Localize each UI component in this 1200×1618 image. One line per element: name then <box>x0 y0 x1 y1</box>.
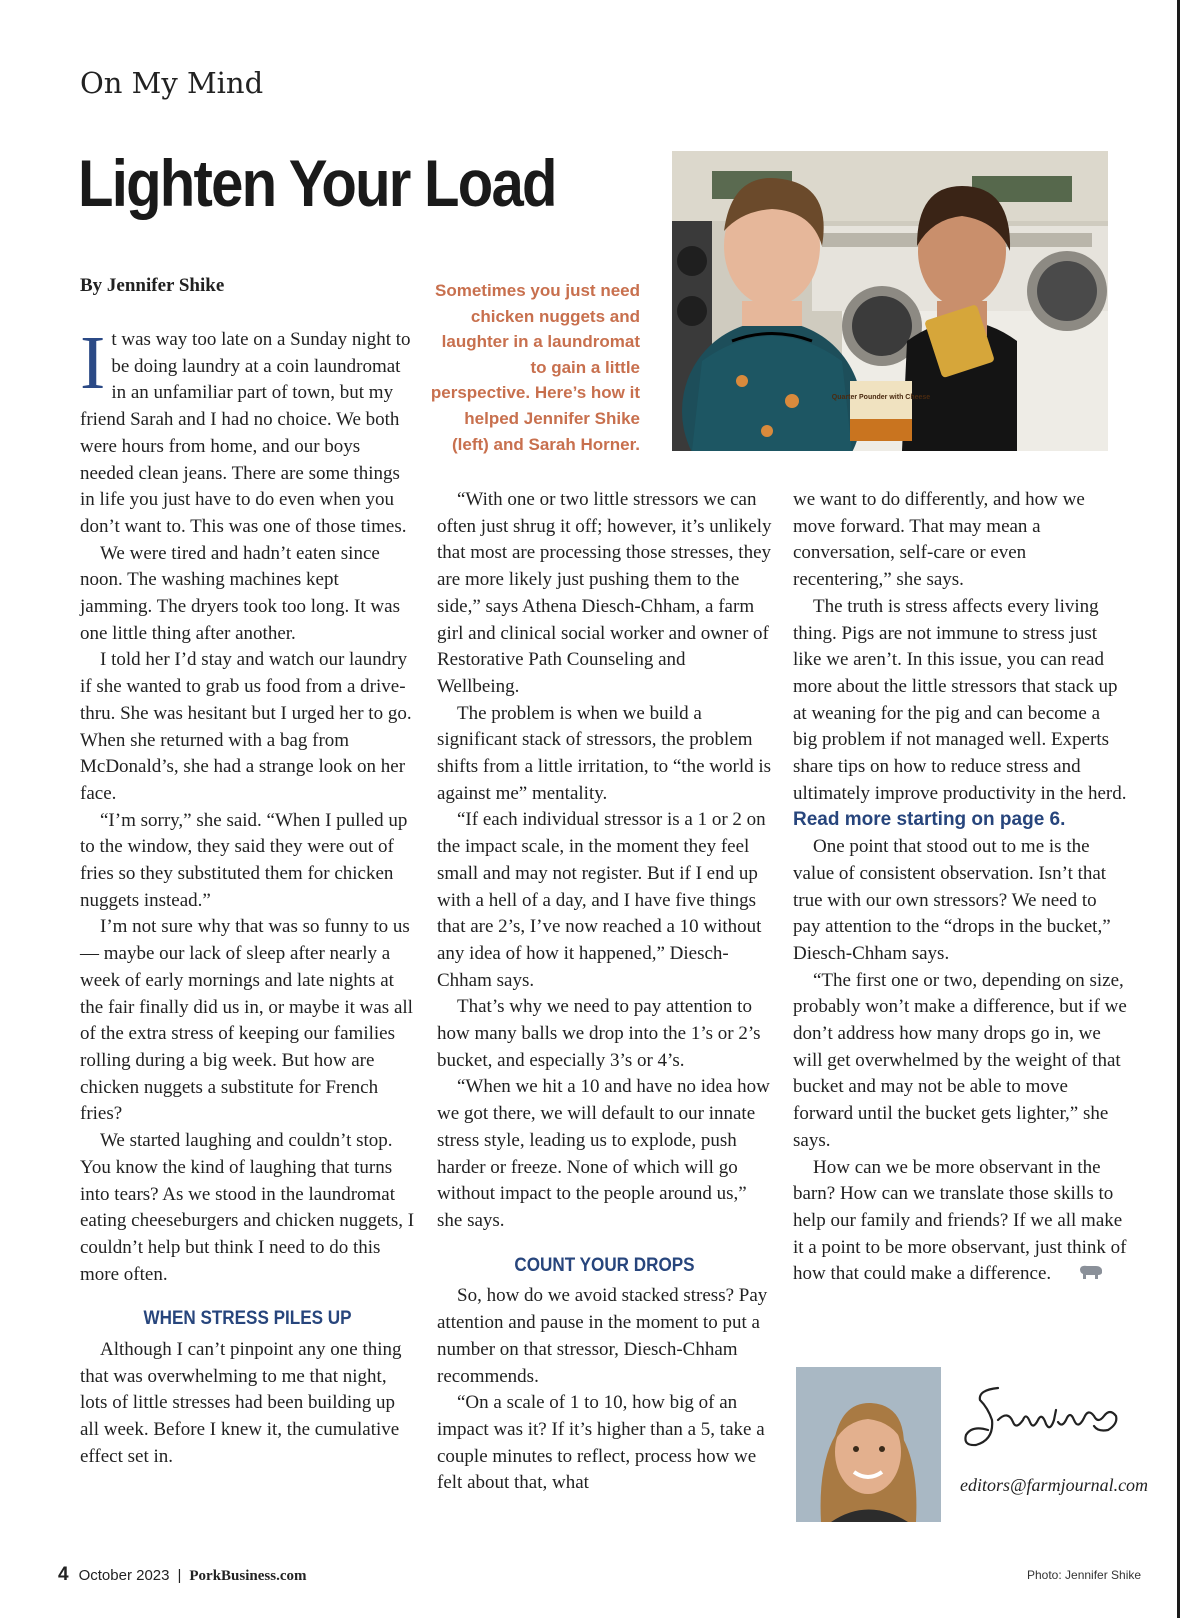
byline: By Jennifer Shike <box>80 275 225 296</box>
body-paragraph: “On a scale of 1 to 10, how big of an impact was it? If it’s higher than a 5, take a couple minutes to reflect, process how we felt about that, what <box>437 1392 765 1494</box>
body-paragraph: So, how do we avoid stacked stress? Pay attention and pause in the moment to put a number on that stressor, Diesch-Chham recommends. <box>437 1285 768 1387</box>
read-more-link[interactable]: Read more starting on page 6. <box>793 809 1066 831</box>
footer-separator: | <box>177 1567 182 1584</box>
laundromat-photo <box>672 151 1108 451</box>
photo-credit: Photo: Jennifer Shike <box>1027 1568 1142 1582</box>
editor-email[interactable]: editors@farmjournal.com <box>960 1475 1149 1495</box>
body-paragraph: We were tired and hadn’t eaten since noon. The washing machines kept jamming. The dryers took too long. It was one little thing after another. <box>80 542 400 644</box>
page-edge-rule <box>1177 0 1180 1618</box>
subhead-stress-piles: WHEN STRESS PILES UP <box>143 1308 352 1330</box>
site-name: PorkBusiness.com <box>189 1568 307 1584</box>
body-paragraph: “I’m sorry,” she said. “When I pulled up to the window, they said they were out of fries so they substituted them for chicken nuggets instead.” <box>80 809 408 911</box>
body-paragraph: “When we hit a 10 and have no idea how we got there, we will default to our innate stress style, leading us to explode, push harder or freeze. None of which will go without impact to the people around us,” she says. <box>437 1076 770 1231</box>
column-2 <box>437 487 772 1497</box>
body-paragraph: I told her I’d stay and watch our laundry if she wanted to grab us food from a drive-thru. She was hesitant but I urged her to go. When she returned with a bag from McDonald’s, she had a strange look on her face. <box>80 649 412 804</box>
photo-caption-pullquote: Sometimes you just need chicken nuggets and laughter in a laundromat to gain a little perspective. Here’s how it helped Jennifer Shike (left) and Sarah Horner. <box>430 281 640 454</box>
body-paragraph: The problem is when we build a significant stack of stressors, the problem shifts from a little irritation, to “the world is against me” mentality. <box>437 702 772 804</box>
body-paragraph: we want to do differently, and how we move forward. That may mean a conversation, self-care or even recentering,” she says. <box>793 489 1085 591</box>
body-paragraph: Although I can’t pinpoint any one thing that was overwhelming to me that night, lots of little stresses had been building up all week. Before I knew it, the cumulative effect set in. <box>80 1339 402 1467</box>
lead-paragraph-text: t was way too late on a Sunday night to be doing laundry at a coin laundromat in an unfamiliar part of town, but my friend Sarah and I had no choice. We both were hours from home, and our boys needed clean jeans. There are some things in life you just have to do even when you don’t want to. This was one of those times. <box>80 329 411 537</box>
author-headshot <box>796 1367 941 1522</box>
body-paragraph: “The first one or two, depending on size, probably won’t make a difference, but if we don’t address how many drops go in, we will get overwhelmed by the weight of that bucket and may not be able to move forward until the bucket gets lighter,” she says. <box>793 969 1127 1151</box>
body-paragraph: The truth is stress affects every living thing. Pigs are not immune to stress just like we aren’t. In this issue, you can read more about the little stressors that stack up at weaning for the pig and can become a big problem if not managed well. Experts share tips on how to reduce stress and ultimately improve productivity in the herd. <box>793 595 1127 804</box>
body-paragraph: We started laughing and couldn’t stop. You know the kind of laughing that turns into tears? As we stood in the laundromat eating cheeseburgers and chicken nuggets, I couldn’t help but think I need to do this more often. <box>80 1130 415 1285</box>
read-more-line <box>793 807 1128 834</box>
page-number: 4 <box>58 1564 69 1585</box>
issue-date: October 2023 <box>78 1567 170 1584</box>
body-paragraph: That’s why we need to pay attention to how many balls we drop into the 1’s or 2’s bucket, and especially 3’s or 4’s. <box>437 996 761 1071</box>
author-signature <box>958 1380 1128 1460</box>
column-1 <box>80 321 415 1471</box>
closing-paragraph <box>793 1155 1128 1289</box>
lead-paragraph <box>80 321 415 541</box>
body-paragraph: “If each individual stressor is a 1 or 2 on the impact scale, in the moment they feel small and may not register. But if I end up with a hell of a day, and I have five things that are 2’s, I’ve now reached a 10 without any idea of how it happened,” Diesch-Chham says. <box>437 809 766 991</box>
article-headline: Lighten Your Load <box>78 146 556 220</box>
burger-box-label: Quarter Pounder with Cheese <box>831 394 931 401</box>
body-paragraph: “With one or two little stressors we can often just shrug it off; however, it’s unlikely that most are processing those stresses, they are more likely just pushing them to the side,” says Athena Diesch-Chham, a farm girl and clinical social worker and owner of Restorative Path Counseling and Wellbeing. <box>437 489 772 697</box>
subhead-count-drops: COUNT YOUR DROPS <box>514 1254 695 1276</box>
page-footer <box>58 1564 306 1586</box>
column-3 <box>793 487 1128 1288</box>
body-paragraph: I’m not sure why that was so funny to us — maybe our lack of sleep after nearly a week of early mornings and late nights at the fair finally did us in, or maybe it was all of the extra stress of keeping our families rolling during a big week. But how are chicken nuggets a substitute for French fries? <box>80 916 413 1125</box>
section-label: On My Mind <box>80 66 264 100</box>
closing-paragraph-text: How can we be more observant in the barn? How can we translate those skills to help our family and friends? If we all make it a point to be more observant, just think of how that could make a difference. <box>793 1156 1127 1285</box>
body-paragraph: One point that stood out to me is the value of consistent observation. Isn’t that true with our own stressors? We need to pay attention to the “drops in the bucket,” Diesch-Chham says. <box>793 836 1111 964</box>
drop-cap: I <box>80 321 106 405</box>
pig-icon <box>1057 1262 1103 1289</box>
